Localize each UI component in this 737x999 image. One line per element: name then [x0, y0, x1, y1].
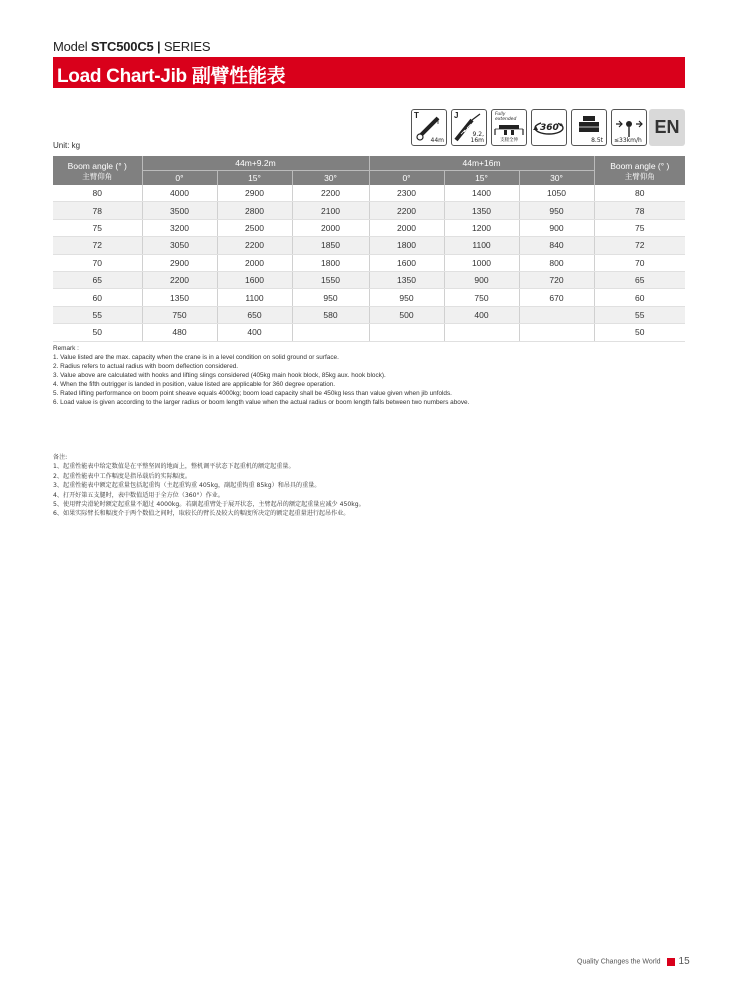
table-row: [53, 289, 685, 306]
load-value-cell: 2300: [369, 185, 444, 202]
table-row: [53, 219, 685, 236]
load-value-cell: 1400: [444, 185, 519, 202]
load-value-cell: 2900: [217, 185, 292, 202]
notes-section-zh: [53, 453, 693, 519]
footer-tagline: Quality Changes the World: [577, 958, 661, 966]
remarks-title: Remark :: [53, 345, 79, 352]
jib-icon: [451, 109, 487, 146]
load-value-cell: 2200: [292, 185, 369, 202]
outrigger-top-label: Fully extended: [495, 112, 517, 122]
load-value-cell: 1800: [369, 237, 444, 254]
load-value-cell: 750: [444, 289, 519, 306]
load-value-cell: [444, 324, 519, 341]
table-row: [53, 237, 685, 254]
load-chart-table: [53, 156, 685, 342]
table-row: [53, 202, 685, 219]
load-value-cell: 840: [519, 237, 594, 254]
load-value-cell: 2000: [292, 219, 369, 236]
load-value-cell: 2200: [142, 271, 217, 288]
load-value-cell: 900: [519, 219, 594, 236]
boom-letter: T: [414, 111, 419, 120]
boom-angle-cell: 50: [53, 324, 142, 341]
jib-offset-header: 0°: [142, 171, 217, 186]
wind-speed-label: ≤33km/h: [614, 137, 642, 144]
wind-speed-icon: [611, 109, 647, 146]
remark-item: 5. Rated lifting performance on boom point sheave equals 4000kg; boom load capacity shall be 450kg less than value given when jib unfolds.: [53, 390, 452, 397]
boom-angle-cell: 78: [594, 202, 685, 219]
load-value-cell: 3200: [142, 219, 217, 236]
boom-angle-header-zh: 主臂仰角: [624, 171, 655, 181]
table-row: [53, 185, 685, 202]
jib-offset-header: 30°: [292, 171, 369, 186]
jib-offset-header: 15°: [444, 171, 519, 186]
load-value-cell: 2100: [292, 202, 369, 219]
model-name: STC500C5: [90, 39, 154, 54]
boom-angle-header-en: Boom angle (° ): [610, 160, 670, 171]
load-value-cell: 1350: [142, 289, 217, 306]
load-value-cell: 670: [519, 289, 594, 306]
load-value-cell: 1800: [292, 254, 369, 271]
load-value-cell: 720: [519, 271, 594, 288]
jib-letter: J: [454, 111, 459, 120]
notes-title: 备注:: [53, 454, 68, 461]
boom-angle-cell: 55: [53, 306, 142, 323]
jib-offset-header: 30°: [519, 171, 594, 186]
page-title: Load Chart-Jib 副臂性能表: [57, 66, 286, 87]
model-line: [53, 39, 210, 54]
boom-angle-header-left: [53, 156, 142, 185]
boom-angle-cell: 80: [594, 185, 685, 202]
remarks-section: [53, 344, 693, 407]
jib-offset-header: 0°: [369, 171, 444, 186]
model-prefix: Model: [53, 39, 91, 54]
note-item: 6、如果实际臂长和幅度介于两个数值之间时，取较长的臂长及较大的幅度所决定的额定起重量进行起吊作业。: [53, 510, 350, 518]
load-value-cell: 4000: [142, 185, 217, 202]
boom-angle-cell: 50: [594, 324, 685, 341]
load-value-cell: 1100: [217, 289, 292, 306]
outrigger-bottom-label: 支腿全伸: [500, 138, 518, 143]
load-value-cell: [519, 324, 594, 341]
load-value-cell: 650: [217, 306, 292, 323]
load-value-cell: 1850: [292, 237, 369, 254]
telescopic-boom-icon: [411, 109, 447, 146]
load-value-cell: [519, 306, 594, 323]
load-value-cell: 2200: [369, 202, 444, 219]
jib-offset-header: 15°: [217, 171, 292, 186]
remark-item: 2. Radius refers to actual radius with boom deflection considered.: [53, 363, 239, 370]
load-value-cell: 2000: [369, 219, 444, 236]
title-bar: [53, 57, 685, 88]
table-row: [53, 254, 685, 271]
load-value-cell: 2800: [217, 202, 292, 219]
load-value-cell: 400: [444, 306, 519, 323]
load-value-cell: 1600: [369, 254, 444, 271]
remark-item: 1. Value listed are the max. capacity when the crane is in a level condition on solid ground or surface.: [53, 354, 339, 361]
boom-angle-header-right: [594, 156, 685, 185]
load-value-cell: 1350: [444, 202, 519, 219]
boom-angle-cell: 60: [594, 289, 685, 306]
note-item: 1、起重性能表中给定数值是在平整坚固的地面上，整机调平状态下起重机的额定起重量。: [53, 463, 295, 471]
load-value-cell: 3500: [142, 202, 217, 219]
rotation-360-icon: [531, 109, 567, 146]
load-value-cell: 500: [369, 306, 444, 323]
table-row: [53, 324, 685, 341]
rotation-label: 360°: [540, 123, 564, 133]
boom-angle-cell: 80: [53, 185, 142, 202]
outrigger-fully-extended-icon: [491, 109, 527, 146]
load-value-cell: 950: [519, 202, 594, 219]
model-separator: |: [153, 39, 164, 54]
note-item: 5、使用臂尖滑轮时额定起重量不超过 4000kg。若副起重臂处于展开状态，主臂起吊的额定起重量应减少 450kg。: [53, 501, 365, 509]
counterweight-icon: [571, 109, 607, 146]
language-badge: EN: [649, 109, 685, 146]
load-value-cell: 950: [292, 289, 369, 306]
load-value-cell: 950: [369, 289, 444, 306]
group-header: 44m+9.2m: [142, 156, 369, 171]
note-item: 3、起重性能表中额定起重量包括起重钩（主起重钩重 405kg，副起重钩重 85kg）和吊具的重量。: [53, 482, 321, 490]
load-value-cell: 480: [142, 324, 217, 341]
boom-angle-cell: 72: [53, 237, 142, 254]
table-row: [53, 271, 685, 288]
remark-item: 4. When the fifth outrigger is landed in position, value listed are applicable for 360 degree operation.: [53, 381, 336, 388]
model-series: SERIES: [163, 39, 211, 54]
jib-length-label: 9.2, 16m: [470, 131, 484, 144]
load-value-cell: 2000: [217, 254, 292, 271]
boom-angle-cell: 78: [53, 202, 142, 219]
boom-angle-cell: 55: [594, 306, 685, 323]
table-body: [53, 185, 685, 341]
group-header: 44m+16m: [369, 156, 594, 171]
counterweight-label: 8.5t: [591, 137, 603, 144]
load-value-cell: 1050: [519, 185, 594, 202]
load-value-cell: 580: [292, 306, 369, 323]
boom-angle-cell: 72: [594, 237, 685, 254]
unit-label: Unit: kg: [53, 141, 81, 150]
note-item: 2、起重性能表中工作幅度是指吊载后的实际幅度。: [53, 472, 191, 480]
boom-angle-header-en: Boom angle (° ): [67, 160, 127, 171]
load-value-cell: 2900: [142, 254, 217, 271]
load-value-cell: 1600: [217, 271, 292, 288]
load-value-cell: [292, 324, 369, 341]
boom-angle-header-zh: 主臂仰角: [82, 171, 113, 181]
load-value-cell: 1100: [444, 237, 519, 254]
table-row: [53, 306, 685, 323]
boom-angle-cell: 70: [594, 254, 685, 271]
boom-angle-cell: 65: [53, 271, 142, 288]
load-value-cell: 750: [142, 306, 217, 323]
load-value-cell: 2500: [217, 219, 292, 236]
page-footer: [577, 956, 690, 967]
boom-angle-cell: 75: [53, 219, 142, 236]
boom-angle-cell: 75: [594, 219, 685, 236]
boom-length-label: 44m: [430, 137, 444, 144]
load-value-cell: 1550: [292, 271, 369, 288]
load-value-cell: 1200: [444, 219, 519, 236]
page-number: 15: [678, 956, 690, 967]
load-value-cell: 1350: [369, 271, 444, 288]
load-value-cell: 400: [217, 324, 292, 341]
load-value-cell: 1000: [444, 254, 519, 271]
footer-red-square: [667, 958, 675, 966]
load-value-cell: 3050: [142, 237, 217, 254]
load-value-cell: 800: [519, 254, 594, 271]
remark-item: 6. Load value is given according to the larger radius or boom length value when the actual radius or boom length falls between two numbers above.: [53, 399, 470, 406]
boom-angle-cell: 60: [53, 289, 142, 306]
boom-angle-cell: 70: [53, 254, 142, 271]
remark-item: 3. Value above are calculated with hooks and lifting slings considered (405kg main hook block, 85kg aux. hook block).: [53, 372, 386, 379]
load-value-cell: [369, 324, 444, 341]
boom-angle-cell: 65: [594, 271, 685, 288]
load-value-cell: 2200: [217, 237, 292, 254]
note-item: 4、打开好第五支腿时，表中数值适用于全方位（360°）作业。: [53, 491, 224, 499]
load-value-cell: 900: [444, 271, 519, 288]
